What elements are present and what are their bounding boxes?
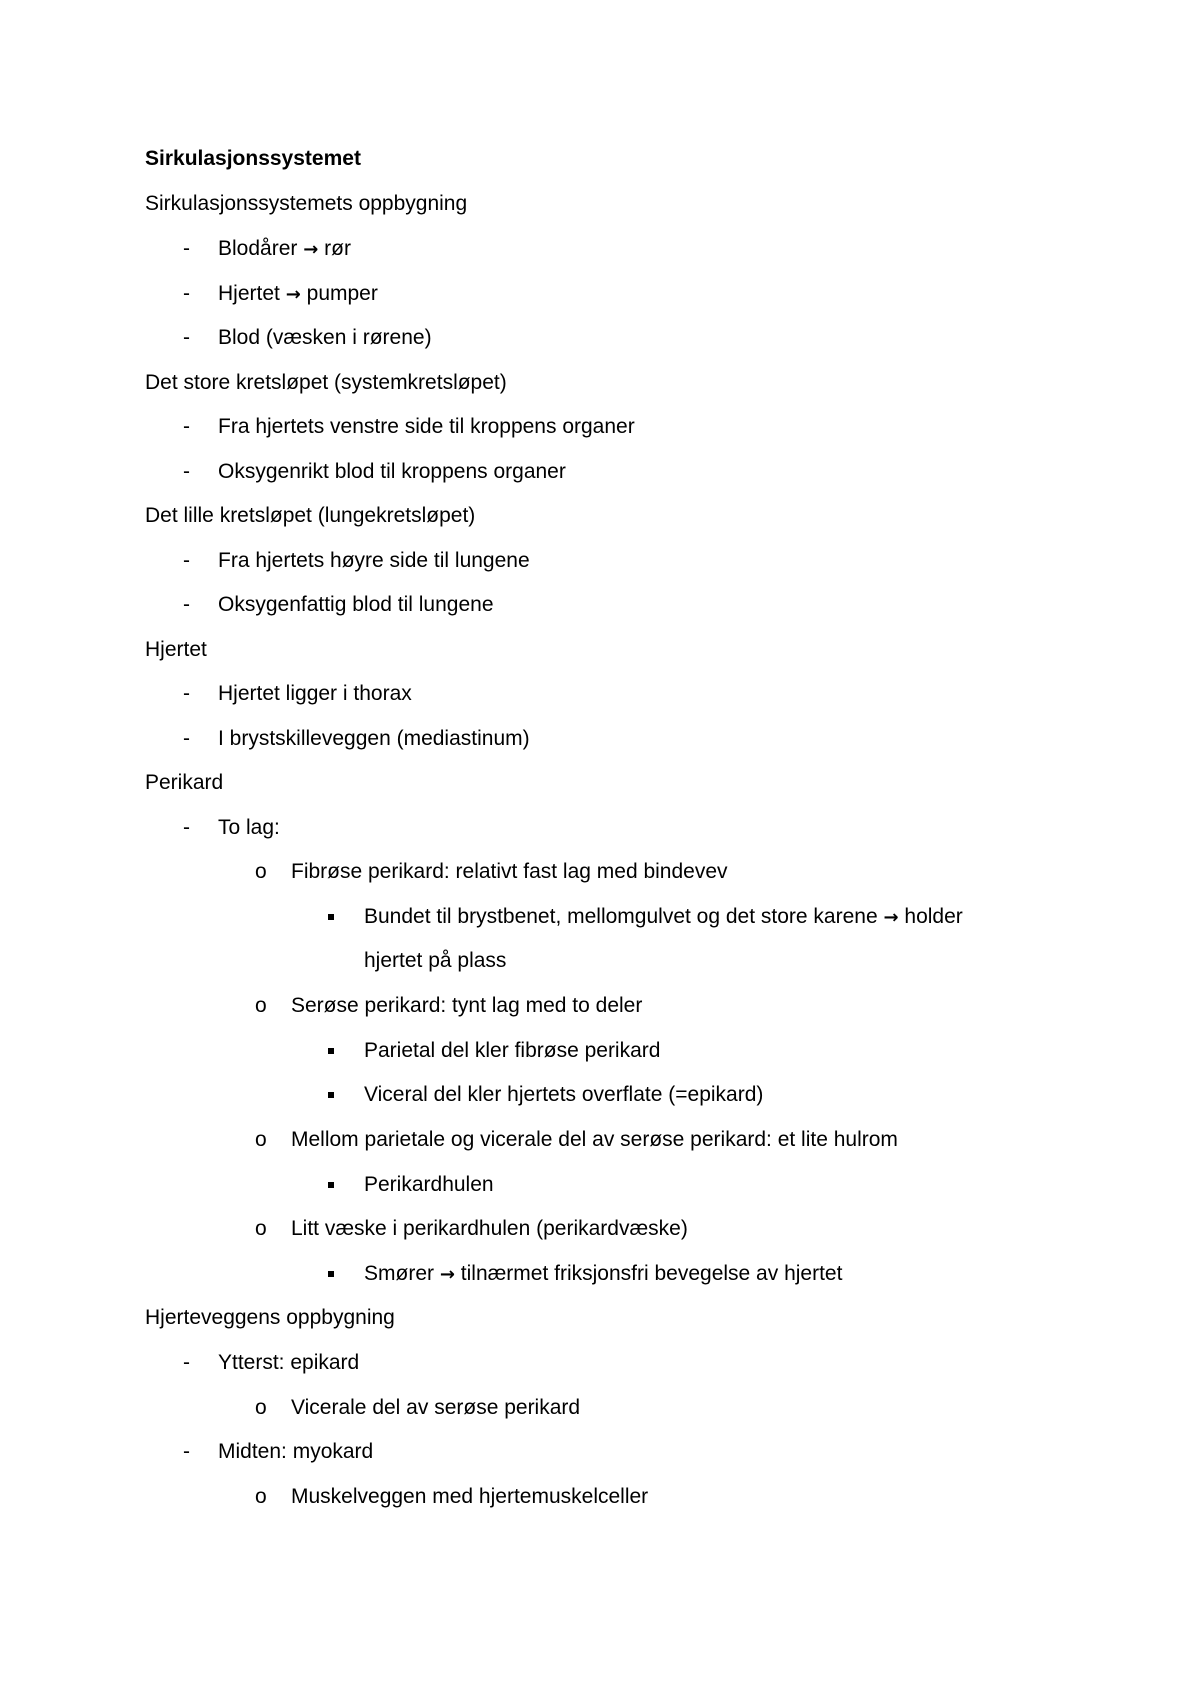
- circle-bullet: o: [255, 1485, 267, 1508]
- list-item-text: holder: [904, 905, 963, 928]
- list-item: Oksygenrikt blod til kroppens organer: [218, 460, 566, 483]
- section-heading: Hjertet: [145, 638, 207, 661]
- arrow-icon: →: [439, 1264, 455, 1285]
- list-item-text: Hjertet: [218, 282, 280, 305]
- dash-bullet: -: [183, 237, 190, 260]
- dash-bullet: -: [183, 816, 190, 839]
- list-item: Hjertet ligger i thorax: [218, 682, 412, 705]
- list-item-text: rør: [324, 237, 351, 260]
- list-item: To lag:: [218, 816, 280, 839]
- list-item: Blod (væsken i rørene): [218, 326, 432, 349]
- list-item: Muskelveggen med hjertemuskelceller: [291, 1485, 649, 1508]
- dash-bullet: -: [183, 727, 190, 750]
- list-item: Midten: myokard: [218, 1440, 374, 1463]
- dash-bullet: -: [183, 682, 190, 705]
- dash-bullet: -: [183, 593, 190, 616]
- list-item-text: Blodårer: [218, 237, 298, 260]
- section-heading: Sirkulasjonssystemets oppbygning: [145, 192, 468, 215]
- square-bullet-icon: [328, 1271, 334, 1277]
- list-item: Viceral del kler hjertets overflate (=epikard): [364, 1083, 764, 1106]
- list-item: Fibrøse perikard: relativt fast lag med bindevev: [291, 860, 728, 883]
- section-heading: Det store kretsløpet (systemkretsløpet): [145, 371, 507, 394]
- dash-bullet: -: [183, 326, 190, 349]
- list-item: [218, 281, 378, 308]
- dash-bullet: -: [183, 1440, 190, 1463]
- section-heading: Hjerteveggens oppbygning: [145, 1306, 395, 1329]
- list-item-text: pumper: [306, 282, 378, 305]
- list-item: Litt væske i perikardhulen (perikardvæske): [291, 1217, 688, 1240]
- list-item: Fra hjertets venstre side til kroppens organer: [218, 415, 635, 438]
- circle-bullet: o: [255, 860, 267, 883]
- square-bullet-icon: [328, 1048, 334, 1054]
- square-bullet-icon: [328, 1182, 334, 1188]
- circle-bullet: o: [255, 1217, 267, 1240]
- circle-bullet: o: [255, 994, 267, 1017]
- circle-bullet: o: [255, 1128, 267, 1151]
- dash-bullet: -: [183, 1351, 190, 1374]
- list-item: Oksygenfattig blod til lungene: [218, 593, 494, 616]
- list-item: Ytterst: epikard: [218, 1351, 360, 1374]
- list-item-text: Bundet til brystbenet, mellomgulvet og det store karene: [364, 905, 878, 928]
- list-item: Parietal del kler fibrøse perikard: [364, 1039, 661, 1062]
- list-item: Perikardhulen: [364, 1173, 494, 1196]
- list-item: [218, 236, 351, 263]
- dash-bullet: -: [183, 282, 190, 305]
- list-item: Fra hjertets høyre side til lungene: [218, 549, 530, 572]
- dash-bullet: -: [183, 549, 190, 572]
- dash-bullet: -: [183, 415, 190, 438]
- dash-bullet: -: [183, 460, 190, 483]
- list-item: [364, 1261, 842, 1288]
- arrow-icon: →: [303, 239, 319, 260]
- list-item: Serøse perikard: tynt lag med to deler: [291, 994, 643, 1017]
- list-item: Vicerale del av serøse perikard: [291, 1396, 581, 1419]
- square-bullet-icon: [328, 1092, 334, 1098]
- list-item: I brystskilleveggen (mediastinum): [218, 727, 530, 750]
- list-item-continuation: hjertet på plass: [364, 949, 507, 972]
- list-item-text: tilnærmet friksjonsfri bevegelse av hjertet: [460, 1262, 843, 1285]
- section-heading: Perikard: [145, 771, 224, 794]
- arrow-icon: →: [285, 284, 301, 305]
- list-item-text: Smører: [364, 1262, 434, 1285]
- section-heading: Det lille kretsløpet (lungekretsløpet): [145, 504, 476, 527]
- arrow-icon: →: [883, 907, 899, 928]
- list-item: [364, 904, 963, 931]
- circle-bullet: o: [255, 1396, 267, 1419]
- page-title: Sirkulasjonssystemet: [145, 147, 361, 170]
- square-bullet-icon: [328, 914, 334, 920]
- list-item: Mellom parietale og vicerale del av serøse perikard: et lite hulrom: [291, 1128, 898, 1151]
